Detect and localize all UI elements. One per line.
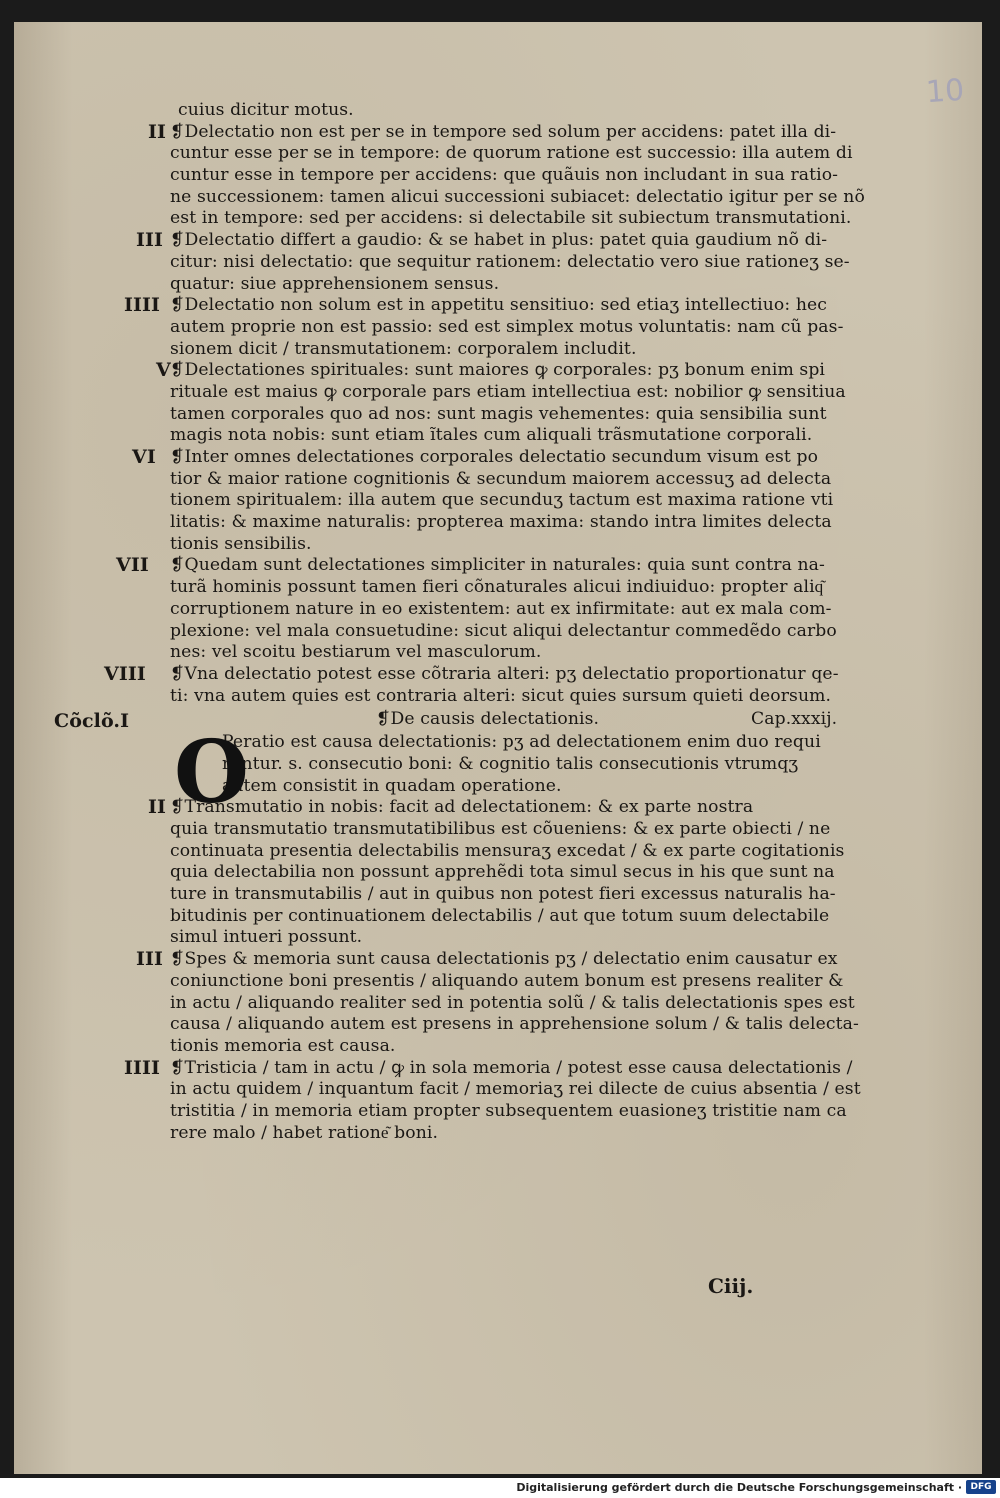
paragraph-body xyxy=(126,122,886,230)
text-line: rere malo / habet ratione͂ boni. xyxy=(170,1122,439,1143)
text-line: coniunctione boni presentis / aliquando autem bonum est presens realiter & xyxy=(170,970,844,991)
paragraph-body xyxy=(126,797,886,949)
chapter-title: ❡De causis delectationis. xyxy=(376,709,600,730)
text-line: ❡Delectatio differt a gaudio: & se habet in plus: patet quia gaudium nõ di- xyxy=(170,230,828,251)
paragraph-iii xyxy=(126,949,886,1057)
text-line: ❡Inter omnes delectationes corporales delectatio secundum visum est po xyxy=(170,447,819,467)
text-line: magis nota nobis: sunt etiam ĩtales cum aliquali trãsmutatione corporali. xyxy=(170,425,813,446)
text-line: quatur: siue apprehensionem sensus. xyxy=(170,273,500,294)
text-line: continuata presentia delectabilis mensuraʒ excedat / & ex parte cogitationis xyxy=(170,840,845,861)
paragraph-body xyxy=(126,360,886,447)
text-line: causa / aliquando autem est presens in apprehensione solum / & talis delecta- xyxy=(170,1014,859,1035)
text-line: turã hominis possunt tamen fieri cõnaturales alicui indiuiduo: propter aliq͂ xyxy=(170,577,824,598)
text-line: ❡Spes & memoria sunt causa delectationis pʒ / delectatio enim causatur ex xyxy=(170,949,838,970)
text-line: ❡Quedam sunt delectationes simpliciter in naturales: quia sunt contra na- xyxy=(170,555,825,576)
paragraph-vii xyxy=(116,554,886,663)
text-line: Peratio est causa delectationis: pʒ ad delectationem enim duo requi xyxy=(222,732,821,753)
text-line: plexione: vel mala consuetudine: sicut aliqui delectantur commedẽdo carbo xyxy=(170,620,837,641)
text-line: in actu quidem / inquantum facit / memoriaʒ rei dilecte de cuius absentia / est xyxy=(170,1079,861,1100)
text-line: ❡Delectationes spirituales: sunt maiores ꝙ corporales: pʒ bonum enim spi xyxy=(170,360,826,381)
paragraph-number: V xyxy=(156,359,171,382)
paragraph-body xyxy=(126,295,886,360)
paragraphs-top xyxy=(104,120,886,708)
text-line: ❡Vna delectatio potest esse cõtraria alteri: pʒ delectatio proportionatur qe- xyxy=(170,663,839,684)
footer-bar xyxy=(0,1478,1000,1498)
text-line: ❡Tristicia / tam in actu / ꝙ in sola memoria / potest esse causa delectationis / xyxy=(170,1057,853,1078)
paragraph-number: VII xyxy=(116,554,149,577)
paragraph-number: VIII xyxy=(104,662,146,685)
paragraph-number: IIII xyxy=(124,1056,160,1079)
paragraph-body xyxy=(126,447,886,555)
text-line: tionis memoria est causa. xyxy=(170,1035,396,1056)
text-line: tamen corporales quo ad nos: sunt magis vehementes: quia sensibilia sunt xyxy=(170,403,827,424)
pencil-folio-number: 10 xyxy=(924,72,966,111)
paragraph-viii xyxy=(104,662,886,707)
book-page xyxy=(14,22,982,1474)
text-line: tristitia / in memoria etiam propter subsequentem euasioneʒ tristitie nam ca xyxy=(170,1100,847,1121)
text-line: simul intueri possunt. xyxy=(170,927,363,948)
paragraph-iiii xyxy=(126,1058,886,1145)
paragraph-ii xyxy=(126,797,886,949)
paragraph-v xyxy=(126,360,886,447)
paragraph-number: II xyxy=(148,120,166,143)
text-line: runtur. s. consecutio boni: & cognitio talis consecutionis vtrumqʒ xyxy=(222,753,799,774)
paragraph-iii xyxy=(126,230,886,295)
paragraph-ii xyxy=(126,122,886,230)
paragraphs-bottom xyxy=(126,797,886,1144)
page-text-block xyxy=(54,100,886,1144)
text-line: autem consistit in quadam operatione. xyxy=(222,775,562,796)
paragraph-vi xyxy=(126,447,886,555)
text-line: litatis: & maxime naturalis: propterea maxima: stando intra limites delecta xyxy=(170,512,832,533)
text-line: ❡Delectatio non solum est in appetitu sensitiuo: sed etiaʒ intellectiuo: hec xyxy=(170,295,827,316)
decorated-initial: O xyxy=(174,722,250,824)
text-line: nes: vel scoitu bestiarum vel masculorum. xyxy=(170,642,542,663)
text-line: ne successionem: tamen alicui successioni subiacet: delectatio igitur per se nõ xyxy=(170,186,865,207)
text-line: rituale est maius ꝙ corporale pars etiam intellectiua est: nobilior ꝙ sensitiua xyxy=(170,381,846,402)
text-line: tionem spiritualem: illa autem que secunduʒ tactum est maxima ratione vti xyxy=(170,490,834,511)
text-line: quia transmutatio transmutatibilibus est cõueniens: & ex parte obiecti / ne xyxy=(170,819,831,839)
text-line: bitudinis per continuationem delectabilis / aut que totum suum delectabile xyxy=(170,905,830,926)
paragraph-iiii xyxy=(126,295,886,360)
margin-note: Cõclõ.I xyxy=(54,710,130,733)
paragraph-number: IIII xyxy=(124,294,160,317)
text-line: tior & maior ratione cognitionis & secundum maiorem accessuʒ ad delecta xyxy=(170,468,832,489)
paragraph-body xyxy=(126,555,886,663)
text-line: sionem dicit / transmutationem: corporalem includit. xyxy=(170,338,637,359)
paragraph-body xyxy=(126,1058,886,1145)
paragraph-number: VI xyxy=(132,446,156,468)
text-line: ❡Transmutatio in nobis: facit ad delectationem: & ex parte nostra xyxy=(170,797,754,818)
text-line: citur: nisi delectatio: que sequitur rationem: delectatio vero siue rationeʒ se- xyxy=(170,251,850,272)
text-line: tionis sensibilis. xyxy=(170,533,312,554)
chapter-number: Cap.xxxij. xyxy=(751,709,838,730)
text-line: cuntur esse in tempore per accidens: que quãuis non includant in sua ratio- xyxy=(170,165,839,186)
text-line: ❡Delectatio non est per se in tempore sed solum per accidens: patet illa di- xyxy=(170,121,837,142)
funding-credit: Digitalisierung gefördert durch die Deutsche Forschungsgemeinschaft · xyxy=(516,1481,962,1494)
paragraph-number: III xyxy=(136,229,163,252)
first-line: cuius dicitur motus. xyxy=(178,100,354,120)
text-line: in actu / aliquando realiter sed in potentia solũ / & talis delectationis spes est xyxy=(170,992,855,1013)
catchword: Ciij. xyxy=(708,1274,754,1298)
text-line: ture in transmutabilis / aut in quibus non potest fieri excessus naturalis ha- xyxy=(170,884,836,905)
paragraph-number: III xyxy=(136,948,163,971)
paragraph-body xyxy=(126,230,886,295)
text-line: cuntur esse per se in tempore: de quorum ratione est successio: illa autem di xyxy=(170,143,853,164)
text-line: autem proprie non est passio: sed est simplex motus voluntatis: nam cũ pas- xyxy=(170,316,844,337)
text-line: corruptionem nature in eo existentem: aut ex infirmitate: aut ex mala com- xyxy=(170,598,832,619)
paragraph-body xyxy=(126,664,886,707)
paragraph-body xyxy=(126,949,886,1057)
text-line: est in tempore: sed per accidens: si delectabile sit subiectum transmutationi. xyxy=(170,208,852,229)
paragraph-number: II xyxy=(148,796,166,819)
text-line: ti: vna autem quies est contraria alteri: sicut quies sursum quieti deorsum. xyxy=(170,685,832,706)
text-line: quia delectabilia non possunt apprehẽdi tota simul secus in his que sunt na xyxy=(170,862,835,883)
dfg-logo: DFG xyxy=(966,1480,996,1494)
